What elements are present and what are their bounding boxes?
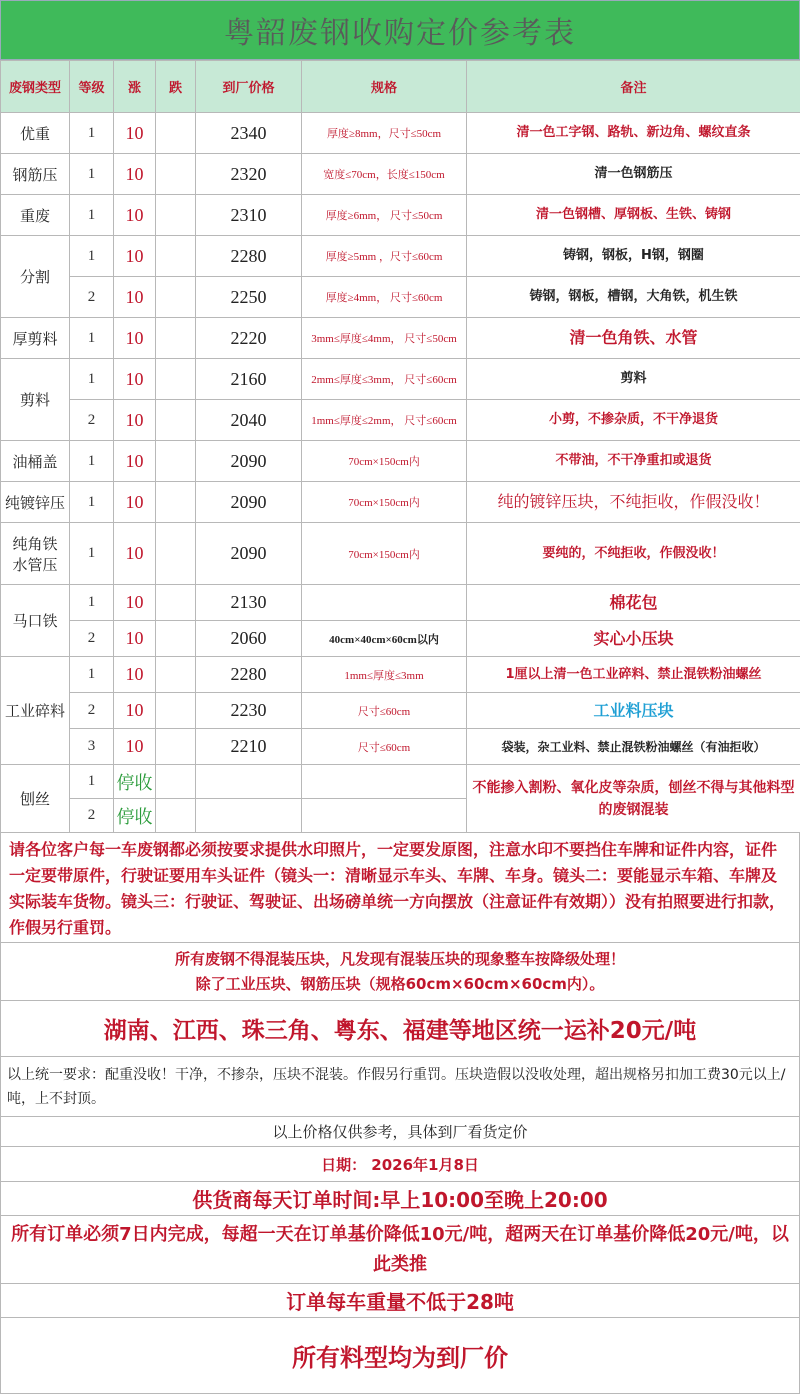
cell-fall	[156, 441, 196, 482]
cell-price: 2040	[196, 400, 302, 441]
cell-type-line2: 水管压	[12, 555, 58, 574]
cell-type: 厚剪料	[1, 318, 70, 359]
table-row	[1, 277, 800, 318]
cell-fall	[156, 482, 196, 523]
cell-price: 2160	[196, 359, 302, 400]
cell-rise: 10	[114, 621, 156, 657]
cell-grade: 1	[70, 482, 114, 523]
cell-price	[196, 799, 302, 833]
cell-grade: 1	[70, 236, 114, 277]
cell-price: 2060	[196, 621, 302, 657]
date-label: 日期： 2026年1月8日	[0, 1147, 800, 1182]
cell-grade: 1	[70, 585, 114, 621]
table-row	[1, 523, 800, 585]
price-table	[0, 60, 800, 833]
cell-type: 纯镀锌压	[1, 482, 70, 523]
cell-remark: 剪料	[467, 359, 800, 400]
cell-fall	[156, 318, 196, 359]
cell-fall	[156, 154, 196, 195]
cell-remark: 清一色工字钢、路轨、新边角、螺纹直条	[467, 113, 800, 154]
cell-rise: 10	[114, 482, 156, 523]
cell-remark: 工业料压块	[467, 693, 800, 729]
cell-type: 分割	[1, 236, 70, 318]
cell-rise: 10	[114, 154, 156, 195]
cell-spec: 1mm≤厚度≤3mm	[302, 657, 467, 693]
cell-spec: 厚度≥5mm ，尺寸≤60cm	[302, 236, 467, 277]
cell-spec: 1mm≤厚度≤2mm， 尺寸≤60cm	[302, 400, 467, 441]
header-rise: 涨	[114, 61, 156, 113]
cell-spec: 2mm≤厚度≤3mm， 尺寸≤60cm	[302, 359, 467, 400]
cell-grade: 1	[70, 441, 114, 482]
cell-rise: 10	[114, 195, 156, 236]
cell-remark: 不能掺入割粉、氧化皮等杂质，刨丝不得与其他料型的废钢混装	[467, 765, 800, 833]
cell-spec: 3mm≤厚度≤4mm， 尺寸≤50cm	[302, 318, 467, 359]
cell-rise: 10	[114, 113, 156, 154]
cell-price: 2280	[196, 236, 302, 277]
cell-fall	[156, 765, 196, 799]
header-price: 到厂价格	[196, 61, 302, 113]
header-fall: 跌	[156, 61, 196, 113]
cell-type	[1, 523, 70, 585]
cell-type: 马口铁	[1, 585, 70, 657]
cell-remark: 清一色钢筋压	[467, 154, 800, 195]
header-spec: 规格	[302, 61, 467, 113]
page-title: 粤韶废钢收购定价参考表	[0, 0, 800, 60]
cell-type: 钢筋压	[1, 154, 70, 195]
cell-price: 2090	[196, 523, 302, 585]
cell-spec: 宽度≤70cm，长度≤150cm	[302, 154, 467, 195]
cell-spec: 厚度≥8mm，尺寸≤50cm	[302, 113, 467, 154]
cell-rise: 10	[114, 318, 156, 359]
table-row	[1, 154, 800, 195]
cell-type: 剪料	[1, 359, 70, 441]
table-row	[1, 318, 800, 359]
cell-remark: 小剪，不掺杂质，不干净退货	[467, 400, 800, 441]
cell-remark: 不带油，不干净重扣或退货	[467, 441, 800, 482]
cell-grade: 1	[70, 318, 114, 359]
cell-remark: 纯的镀锌压块，不纯拒收，作假没收！	[467, 482, 800, 523]
delivered-price-note: 所有料型均为到厂价	[0, 1318, 800, 1394]
cell-type: 油桶盖	[1, 441, 70, 482]
cell-rise: 10	[114, 400, 156, 441]
cell-fall	[156, 277, 196, 318]
table-row	[1, 195, 800, 236]
table-row	[1, 113, 800, 154]
cell-fall	[156, 799, 196, 833]
cell-price: 2250	[196, 277, 302, 318]
photo-requirement-note: 请各位客户每一车废钢都必须按要求提供水印照片，一定要发原图，注意水印不要挡住车牌和证件内容，证件一定要带原件，行驶证要用车头证件（镜头一：清晰显示车头、车牌、车身。镜头二：要能显示车箱、车牌及实际装车货物。镜头三：行驶证、驾驶证、出场磅单统一方向摆放（注意证件有效期））没有拍照要进行扣款，作假另行重罚。	[0, 833, 800, 943]
cell-price: 2090	[196, 441, 302, 482]
reference-only-note: 以上价格仅供参考，具体到厂看货定价	[0, 1117, 800, 1147]
cell-price: 2280	[196, 657, 302, 693]
table-row	[1, 441, 800, 482]
cell-spec	[302, 765, 467, 799]
cell-grade: 2	[70, 277, 114, 318]
mixed-load-line1: 所有废钢不得混装压块，凡发现有混装压块的现象整车按降级处理！	[174, 950, 625, 968]
table-row	[1, 621, 800, 657]
cell-price	[196, 765, 302, 799]
cell-grade: 1	[70, 657, 114, 693]
mixed-load-line2: 除了工业压块、钢筋压块（规格60cm×60cm×60cm内）。	[195, 975, 605, 993]
table-row	[1, 765, 800, 799]
cell-rise: 10	[114, 523, 156, 585]
cell-rise: 10	[114, 277, 156, 318]
cell-spec	[302, 799, 467, 833]
cell-spec	[302, 585, 467, 621]
table-row	[1, 729, 800, 765]
cell-remark: 实心小压块	[467, 621, 800, 657]
cell-fall	[156, 400, 196, 441]
cell-spec: 尺寸≤60cm	[302, 693, 467, 729]
cell-grade: 2	[70, 693, 114, 729]
table-row	[1, 693, 800, 729]
cell-spec: 尺寸≤60cm	[302, 729, 467, 765]
min-weight-note: 订单每车重量不低于28吨	[0, 1284, 800, 1318]
cell-fall	[156, 236, 196, 277]
cell-remark: 1厘以上清一色工业碎料、禁止混铁粉油螺丝	[467, 657, 800, 693]
cell-fall	[156, 585, 196, 621]
cell-grade: 1	[70, 359, 114, 400]
cell-remark: 清一色钢槽、厚钢板、生铁、铸钢	[467, 195, 800, 236]
cell-spec: 40cm×40cm×60cm以内	[302, 621, 467, 657]
cell-rise: 10	[114, 585, 156, 621]
cell-grade: 2	[70, 799, 114, 833]
cell-price: 2090	[196, 482, 302, 523]
table-row	[1, 359, 800, 400]
freight-subsidy-note: 湖南、江西、珠三角、粤东、福建等地区统一运补20元/吨	[0, 1001, 800, 1057]
cell-remark: 铸钢，钢板，槽钢，大角铁，机生铁	[467, 277, 800, 318]
cell-remark: 棉花包	[467, 585, 800, 621]
table-row	[1, 236, 800, 277]
cell-price: 2320	[196, 154, 302, 195]
cell-remark: 铸钢，钢板，H钢，钢圈	[467, 236, 800, 277]
cell-rise: 停收	[114, 799, 156, 833]
cell-price: 2220	[196, 318, 302, 359]
table-row	[1, 400, 800, 441]
cell-spec: 厚度≥4mm， 尺寸≤60cm	[302, 277, 467, 318]
cell-fall	[156, 621, 196, 657]
cell-grade: 1	[70, 523, 114, 585]
cell-price: 2230	[196, 693, 302, 729]
cell-remark: 袋装，杂工业料、禁止混铁粉油螺丝（有油拒收）	[467, 729, 800, 765]
cell-grade: 3	[70, 729, 114, 765]
cell-type: 工业碎料	[1, 657, 70, 765]
cell-fall	[156, 523, 196, 585]
cell-fall	[156, 657, 196, 693]
cell-fall	[156, 359, 196, 400]
notes-section	[0, 833, 800, 1394]
cell-grade: 1	[70, 113, 114, 154]
order-completion-note: 所有订单必须7日内完成，每超一天在订单基价降低10元/吨，超两天在订单基价降低20元/吨，以此类推	[0, 1216, 800, 1284]
cell-rise: 10	[114, 359, 156, 400]
cell-rise: 10	[114, 729, 156, 765]
cell-spec: 70cm×150cm内	[302, 523, 467, 585]
cell-fall	[156, 693, 196, 729]
cell-rise: 10	[114, 657, 156, 693]
table-header-row	[1, 61, 800, 113]
cell-price: 2210	[196, 729, 302, 765]
cell-spec: 70cm×150cm内	[302, 482, 467, 523]
header-grade: 等级	[70, 61, 114, 113]
cell-remark: 要纯的，不纯拒收，作假没收！	[467, 523, 800, 585]
mixed-load-note	[0, 943, 800, 1001]
cell-rise: 停收	[114, 765, 156, 799]
cell-price: 2130	[196, 585, 302, 621]
cell-rise: 10	[114, 236, 156, 277]
header-remark: 备注	[467, 61, 800, 113]
cell-type: 优重	[1, 113, 70, 154]
cell-grade: 2	[70, 621, 114, 657]
cell-grade: 1	[70, 765, 114, 799]
table-row	[1, 482, 800, 523]
cell-type: 重废	[1, 195, 70, 236]
cell-type-line1: 纯角铁	[12, 534, 58, 553]
cell-spec: 70cm×150cm内	[302, 441, 467, 482]
cell-grade: 2	[70, 400, 114, 441]
cell-spec: 厚度≥6mm， 尺寸≤50cm	[302, 195, 467, 236]
cell-price: 2310	[196, 195, 302, 236]
cell-price: 2340	[196, 113, 302, 154]
cell-rise: 10	[114, 693, 156, 729]
cell-grade: 1	[70, 195, 114, 236]
cell-fall	[156, 195, 196, 236]
cell-rise: 10	[114, 441, 156, 482]
cell-fall	[156, 113, 196, 154]
table-row	[1, 585, 800, 621]
table-row	[1, 657, 800, 693]
uniform-requirement-note: 以上统一要求：配重没收！干净，不掺杂，压块不混装。作假另行重罚。压块造假以没收处理，超出规格另扣加工费30元以上/吨，上不封顶。	[0, 1057, 800, 1117]
cell-remark: 清一色角铁、水管	[467, 318, 800, 359]
cell-grade: 1	[70, 154, 114, 195]
header-type: 废钢类型	[1, 61, 70, 113]
cell-type: 刨丝	[1, 765, 70, 833]
order-time-note: 供货商每天订单时间:早上10:00至晚上20:00	[0, 1182, 800, 1216]
cell-fall	[156, 729, 196, 765]
